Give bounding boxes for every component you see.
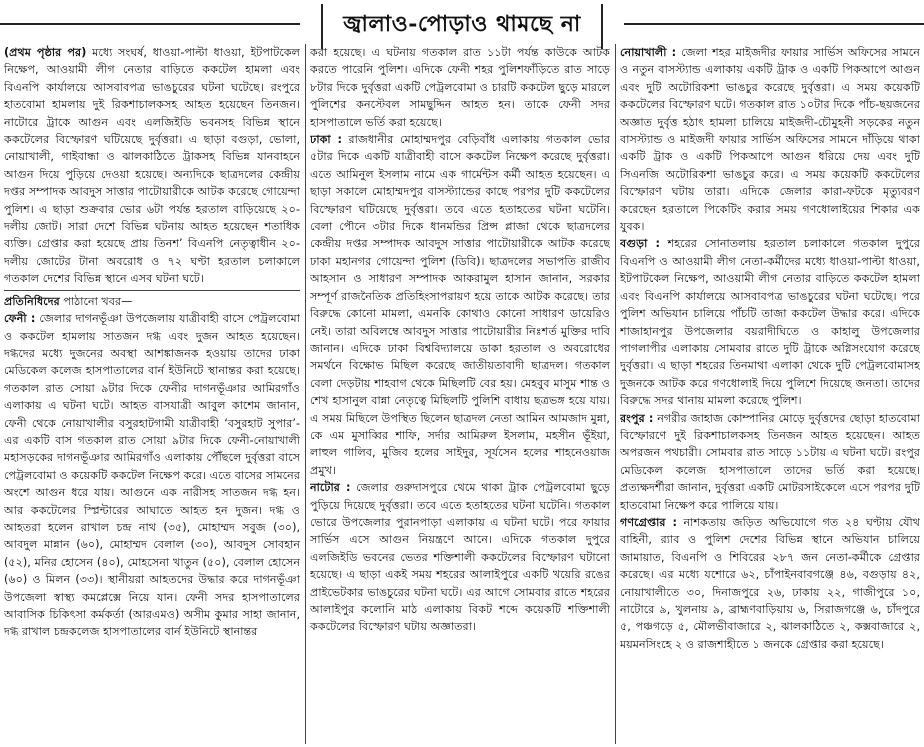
- section-noakhali-body: জেলা শহর মাইজদীর ফায়ার সার্ভিস অফিসের সামনে ও নতুন বাসস্ট্যান্ড এলাকায় একটি ট্রাক ও একটি পিকআপে আগুন এবং দুটি অটোরিকশা ভাঙচুর করেছে দুর্বৃত্তরা। এ সময় কয়েকটি ককটেলের বিস্ফোরণ ঘটে। গতকাল রাত ১০টার দিকে পাঁচ-ছয়জনের অজ্ঞাত দুর্বৃত্ত হঠাৎ হামলা চালিয়ে মাইজদী-চৌমুহনী সড়কের নতুন বাসস্ট্যান্ড ও মাইজদী ফায়ার সার্ভিস অফিসের সামনে দাঁড়িয়ে থাকা একটি ট্রাক ও একটি পিকআপে আগুন ধরিয়ে দেয় এবং দুটি সিএনজি অটোরিকশা ভাঙচুর করে। এ সময় কয়েকটি ককটেলের বিস্ফোরণ ঘটায় তারা। এদিকে জেলার কারা-ফটকে মৃত্যুবরণ করেছেন হরতালে পিকেটিং করার সময় গণধোলাইয়ের শিকার এক যুবক।: [620, 46, 920, 234]
- article-column-1: [4, 44, 300, 744]
- section-feni-title: ফেনী :: [4, 312, 36, 326]
- feni-continued-body: করা হয়েছে। এ ঘটনায় গতকাল রাত ১১টা পর্যন্ত কাউকে আটক করতে পারেনি পুলিশ। এদিকে ফেনী শহর পুলিশফাঁড়িতে রাত সাড়ে ৮টার দিকে দুর্বৃত্তরা একটি পেট্রলবোমা ও চারটি ককটেল ছুড়ে মারলে পুলিশের কনস্টেবল সামছুদ্দিন আহত হন। তাকে ফেনী সদর হাসপাতালে ভর্তি করা হয়েছে।: [310, 46, 610, 129]
- headline-banner: [0, 4, 924, 42]
- continuation-label: (প্রথম পৃষ্ঠার পর): [4, 46, 87, 59]
- section-natore-body: জেলার গুরুদাসপুরে থেমে থাকা ট্রাক পেট্রলবোমা ছুড়ে পুড়িয়ে দিয়েছে দুর্বৃত্তরা। তবে এতে হতাহতের ঘটনা ঘটেনি। গতকাল ভোরে উপজেলার পুরানপাড়া এলাকায় এ ঘটনা ঘটে। পরে ফায়ার সার্ভিস এসে আগুন নিয়ন্ত্রণে আনে। এদিকে গতকাল দুপুরে এলজিইডি ভবনের ভেতর শক্তিশালী ককটেলের বিস্ফোরণ ঘটানো হয়েছে। এ ছাড়া একই সময় শহরের আলাইপুরে একটি খয়েরি রঙের প্রাইভেটকার ভাঙচুরের ঘটনা ঘটে। এর আগে সোমবার রাতে শহরের আলাইপুর কলোনি মাঠ এলাকায় বিকট শব্দে কয়েকটি শক্তিশালী ককটেলের বিস্ফোরণ ঘটায় অজ্ঞাতরা।: [310, 481, 610, 634]
- intro-paragraph: মধ্যে সংঘর্ষ, ধাওয়া-পাল্টা ধাওয়া, ইটপাটকেল নিক্ষেপ, আওয়ামী লীগ নেতার বাড়িতে ককটেল হামলা এবং বিএনপি কার্যালয়ে আসবাবপত্র ভাঙচুরের ঘটনা ঘটেছে। রংপুরে হাতবোমা হামলায় দুই রিকশাচালকসহ আহত হয়েছেন তিনজন। নাটোরে ট্রাকে আগুন এবং এলজিইডি ভবনসহ বিভিন্ন স্থানে ককটেলের বিস্ফোরণ ঘটিয়েছে দুর্বৃত্তরা। এ ছাড়া বগুড়া, ভোলা, নোয়াখালী, গাইবান্ধা ও ঝালকাঠিতে ট্রাকসহ বিভিন্ন যানবাহনে আগুন দিয়ে পুড়িয়ে দেওয়া হয়েছে। অন্যদিকে ছাত্রদলের কেন্দ্রীয় দপ্তর সম্পাদক আবদুস সাত্তার পাটোয়ারীকে আটক করেছে গোয়েন্দা পুলিশ। এ ছাড়া শুক্রবার ভোর ৬টা পর্যন্ত হরতাল বাড়িয়েছে ২০-দলীয় জোট। সারা দেশে বিভিন্ন ঘটনায় আহত হয়েছেন শতাধিক ব্যক্তি। গ্রেপ্তার করা হয়েছে প্রায় তিনশ’ বিএনপি নেতৃত্বাধীন ২০-দলীয় জোটের টানা অবরোধ ও ৭২ ঘণ্টা হরতাল চলাকালে গতকাল দেশের বিভিন্ন স্থানে এসব ঘটনা ঘটে।: [4, 46, 300, 286]
- section-feni-body: জেলার দাগনভূঁঞা উপজেলায় যাত্রীবাহী বাসে পেট্রলবোমা ও ককটেল হামলায় সাতজন দগ্ধ এবং দুজন আহত হয়েছেন। দগ্ধদের মধ্যে দুজনের অবস্থা আশঙ্কাজনক হওয়ায় তাদের ঢাকা মেডিকেল কলেজ হাসপাতালের বার্ন ইউনিটে স্থানান্তর করা হয়েছে। গতকাল রাত সোয়া ৯টার দিকে ফেনীর দাগনভূঁঞার আমিরগাঁও এলাকায় এ ঘটনা ঘটে। আহত বাসযাত্রী আবুল কাশেম জানান, ফেনী থেকে নোয়াখালীর বসুরহাটগামী যাত্রীবাহী ‘বসুরহাট সুপার’-এর একটি বাস গতকাল রাত সোয়া ৯টার দিকে ফেনী-নোয়াখালী মহাসড়কের দাগনভূঁঞার আমিরগাঁও এলাকায় পৌঁছলে দুর্বৃত্তরা বাসে পেট্রলবোমা ও কয়েকটি ককটেল নিক্ষেপ করে। এতে বাসের সামনের অংশে আগুন ধরে যায়। আগুনে এক নারীসহ সাতজন দগ্ধ হন। আর ককটেলের স্প্লিন্টারের আঘাতে আহত হন দুজন। দগ্ধ ও আহতরা হলেন রাখাল চন্দ্র নাথ (৩৫), মোহাম্মদ সবুজ (৩০), আবদুল মান্নান (৬০), মোহাম্মদ বেলাল (৩০), আবদুস সোবহান (৫২), মনির হোসেন (৪০), মোহসেনা খাতুন (৫০), বেলাল হোসেন (৬০) ও মিলন (৩৩)। স্থানীয়রা আহতদের উদ্ধার করে দাগনভূঁঞা উপজেলা স্বাস্থ্য কমপ্লেক্সে নিয়ে যান। ফেনী সদর হাসপাতালের আবাসিক চিকিৎসা কর্মকর্তা (আরএমও) অসীম কুমার সাহা জানান, দগ্ধ রাখাল চন্দ্রকলেজ হাসপাতালের বার্ন ইউনিটে স্থানান্তর: [4, 312, 300, 639]
- section-dhaka-title: ঢাকা :: [310, 133, 342, 147]
- headline: জ্বালাও-পোড়াও থামছে না: [321, 4, 603, 49]
- section-bogura-body: শহরের সোনাতলায় হরতাল চলাকালে গতকাল দুপুরে বিএনপি ও আওয়ামী লীগ নেতা-কর্মীদের মধ্যে ধাওয়া-পাল্টা ধাওয়া, ইটপাটকেল নিক্ষেপ, আওয়ামী লীগ নেতার বাড়িতে ককটেল হামলা এবং বিএনপি কার্যালয়ে আসবাবপত্র ভাঙচুরের ঘটনা ঘটেছে। পরে পুলিশ অভিযান চালিয়ে পাঁচটি তাজা ককটেল উদ্ধার করে। এদিকে শাজাহানপুর উপজেলার বয়রাদীঘিতে ও কাহালু উপজেলার পাগলাপীর এলাকায় সোমবার রাতে দুটি ট্রাকে অগ্নিসংযোগ করেছে দুর্বৃত্তরা। এ ছাড়া শহরের তিনমাথা এলাকা থেকে দুটি পেট্রলবোমাসহ দুজনকে আটক করে গণধোলাই দিয়ে পুলিশে দিয়েছে জনতা। তাদের বিরুদ্ধে সদর থানায় মামলা করেছে পুলিশ।: [620, 237, 920, 408]
- section-noakhali-title: নোয়াখালী :: [620, 46, 677, 59]
- column-rule: [305, 44, 306, 744]
- section-arrests-body: নাশকতায় জড়িত অভিযোগে গত ২৪ ঘণ্টায় যৌথ বাহিনী, র‌্যাব ও পুলিশ দেশের বিভিন্ন স্থানে অভিযান চালিয়ে জামায়াত, বিএনপি ও শিবিরের ২৮৭ জন নেতা-কর্মীকে গ্রেপ্তার করেছে। এর মধ্যে যশোরে ৬২, চাঁপাইনবাবগঞ্জে ৪৬, বগুড়ায় ৪২, নোয়াখালীতে ৩০, দিনাজপুরে ২৬, ঢাকায় ২২, গাজীপুরে ১০, নাটোরে ৯, খুলনায় ৯, ব্রাহ্মণবাড়িয়ায় ৬, সিরাজগঞ্জে ৬, চাঁদপুরে ৫, পঞ্চগড়ে ৫, মৌলভীবাজারে ২, ঝালকাঠিতে ২, কক্সবাজারে ২, ময়মনসিংহে ২ ও রাজশাহীতে ১ জনকে গ্রেপ্তার করা হয়েছে।: [620, 515, 920, 651]
- reports-intro: পাঠানো খবর—: [59, 294, 133, 308]
- column-divider: [4, 290, 300, 291]
- article-column-3: [620, 44, 920, 744]
- section-bogura-title: বগুড়া :: [620, 237, 660, 251]
- headline-rule-right: [624, 23, 924, 25]
- section-rangpur-body: নগরীর জাহাজ কোম্পানির মোড়ে দুর্বৃত্তদের ছোড়া হাতবোমা বিস্ফোরণে দুই রিকশাচালকসহ তিনজন আহত হয়েছেন। আহত অপরজন পথচারী। সোমবার রাত সাড়ে ১১টায় এ ঘটনা ঘটে। রংপুর মেডিকেল কলেজ হাসপাতালে তাদের ভর্তি করা হয়েছে। প্রত্যক্ষদর্শীরা জানান, দুর্বৃত্তরা একটি মোটরসাইকেলে এসে পরপর দুটি হাতবোমা নিক্ষেপ করে পালিয়ে যায়।: [620, 411, 920, 512]
- headline-rule-left: [0, 23, 300, 25]
- section-arrests-title: গণগ্রেপ্তার :: [620, 515, 677, 529]
- reports-label: প্রতিনিধিদের: [4, 294, 60, 308]
- section-natore-title: নাটোর :: [310, 481, 351, 495]
- article-column-2: [310, 44, 610, 744]
- section-dhaka-body: রাজধানীর মোহাম্মদপুর বেড়িবাঁধ এলাকায় গতকাল ভোর ৫টার দিকে একটি যাত্রীবাহী বাসে ককটেল নিক্ষেপ করেছে দুর্বৃত্তরা। এতে আমিনুল ইসলাম নামে এক গার্মেন্টস কর্মী আহত হয়েছেন। এ ছাড়া সকালে মোহাম্মদপুর বাসস্ট্যান্ডের কাছে পরপর দুটি ককটেলের বিস্ফোরণ ঘটিয়েছে দুর্বৃত্তরা। তবে এতে হতাহতের ঘটনা ঘটেনি। বেলা পৌনে ৩টার দিকে ধানমন্ডির প্রিন্স প্লাজা থেকে ছাত্রদলের কেন্দ্রীয় দপ্তর সম্পাদক আবদুস সাত্তার পাটোয়ারীকে আটক করেছে ঢাকা মহানগর গোয়েন্দা পুলিশ (ডিবি)। ছাত্রদলের সভাপতি রাজীব আহসান ও সাধারণ সম্পাদক আকরামুল হাসান জানান, সরকার সম্পূর্ণ রাজনৈতিক প্রতিহিংসাপরায়ণ হয়ে তাকে আটক করেছে। তার বিরুদ্ধে কোনো মামলা, এমনকি কোথাও কোনো সাধারণ ডায়েরিও নেই। তারা অবিলম্বে আবদুস সাত্তার পাটোয়ারীর নিঃশর্ত মুক্তির দাবি জানান। এদিকে ঢাকা বিশ্ববিদ্যালয়ে ডাকা হরতাল ও অবরোধের সমর্থনে বিক্ষোভ মিছিল করেছে জাতীয়তাবাদী ছাত্রদল। গতকাল বেলা দেড়টায় শাহবাগ থেকে মিছিলটি বের হয়। মেহবুব মাসুম শান্ত ও শেখ হাসানুল বান্না নেতৃত্বে মিছিলটি পুলিশি বাধায় ছত্রভঙ্গ হয়ে যায়। এ সময় মিছিলে উপস্থিত ছিলেন ছাত্রদল নেতা আমিন আমজাদ মুন্না, কে এম মুসাব্বির শাফি, সর্দার আমিরুল ইসলাম, মহসীন ভূঁইয়া, লাহুল গালিব, মুজিব হলের সাইদুর, সূর্যসেন হলের শাহনেওয়াজ প্রমুখ।: [310, 133, 610, 477]
- section-rangpur-title: রংপুর :: [620, 411, 654, 425]
- column-rule: [615, 44, 616, 744]
